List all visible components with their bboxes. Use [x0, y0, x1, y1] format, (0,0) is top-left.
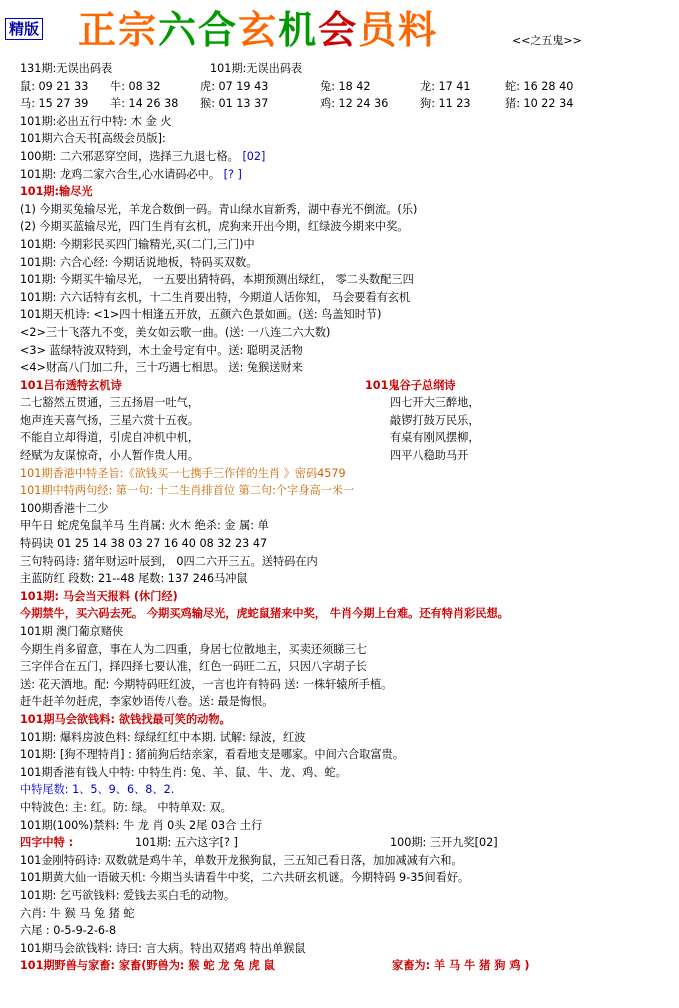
text-line	[20, 729, 675, 747]
line-text: <4>财高八门加二升，三十巧遇七相思。 送: 兔猴送财来	[20, 361, 303, 375]
text-line	[20, 377, 675, 395]
line-middle: 101期: 五六这字[? ]	[135, 836, 238, 850]
line-text: <3> 蓝绿特波双特到，木土金号定有中。送: 聪明灵活物	[20, 343, 303, 357]
line-left: 四字中特 :	[20, 836, 74, 850]
line-right: 101鬼谷子总纲诗	[365, 378, 456, 392]
text-line	[20, 605, 675, 623]
text-line	[20, 940, 675, 958]
text-line	[20, 711, 675, 729]
line-text: 101期: 马会当天报料 (休门经)	[20, 589, 178, 603]
line-text: 甲午日 蛇虎兔鼠羊马 生肖属: 火木 绝杀: 金 属: 单	[20, 519, 269, 533]
text-line	[20, 500, 675, 518]
zodiac-cell: 狗: 11 23	[420, 97, 471, 111]
text-line	[20, 465, 675, 483]
zodiac-cell: 蛇: 16 28 40	[505, 79, 574, 93]
line-text: 主蓝防红 段数: 21--48 尾数: 137 246马冲鼠	[20, 572, 248, 586]
text-line	[20, 535, 675, 553]
text-line	[20, 588, 675, 606]
text-line	[20, 869, 675, 887]
text-line	[20, 306, 675, 324]
title-char: 合	[198, 7, 239, 52]
line-right: 敲锣打鼓万民乐，	[390, 413, 480, 427]
text-line	[20, 254, 675, 272]
line-text: 101金刚特码诗: 双数就是鸡牛羊，单数开龙猴狗鼠，三五知己看日落，加加减减有六和。	[20, 853, 463, 867]
line-left: 经赋为友谋惊奇，小人暂作贵人用。	[20, 449, 200, 463]
line-text: 101期香港有钱人中特: 中特生肖: 兔、羊、鼠、牛、龙、鸡、蛇。	[20, 765, 347, 779]
zodiac-cell: 羊: 14 26 38	[110, 97, 179, 111]
title-char: 员	[358, 7, 399, 52]
line-text: 101期(100%)禁料: 牛 龙 肖 0头 2尾 03合 土行	[20, 818, 263, 832]
text-line	[20, 799, 675, 817]
line-text: 六尾 : 0-5-9-2-6-8	[20, 924, 117, 938]
text-line	[20, 236, 675, 254]
line-text: 101期:输尽光	[20, 185, 93, 199]
text-line	[20, 887, 675, 905]
line-left: 101期野兽与家畜: 家畜(野兽为: 猴 蛇 龙 兔 虎 鼠	[20, 959, 275, 973]
text-line	[20, 852, 675, 870]
line-text: 赶牛赶羊勿赶虎，李家妙语传八卷。送: 最是悔恨。	[20, 695, 274, 709]
line-text: 101期: 爆料房波色料: 绿绿红红中本期. 试解: 绿波，红波	[20, 730, 306, 744]
line-text: 100期: 二六邪恶穿空间，选择三九退七格。	[20, 149, 243, 163]
title-char: 机	[278, 7, 319, 52]
title-char: 六	[158, 7, 199, 52]
line-text: 中特波色: 主: 红。防: 绿。 中特单双: 双。	[20, 800, 232, 814]
line-text: 101期: 龙鸡二家六合生,心水请码必中。	[20, 167, 224, 181]
text-line	[20, 130, 675, 148]
line-text: (1) 今期买兔输尽光，羊龙合数倒一码。青山绿水盲新秀，湖中春光不倒流。(乐)	[20, 202, 418, 216]
text-line	[20, 553, 675, 571]
article-body	[20, 60, 675, 975]
text-line	[20, 658, 675, 676]
zodiac-cell: 猪: 10 22 34	[505, 97, 574, 111]
line-right: 101期:无误出码表	[210, 62, 303, 75]
text-line	[20, 623, 675, 641]
page-header	[0, 0, 679, 60]
line-right: 家畜为: 羊 马 牛 猪 狗 鸡 )	[392, 959, 530, 973]
author-signature: <<之五鬼>>	[512, 34, 582, 47]
text-line	[20, 113, 675, 131]
title-char: 宗	[118, 7, 159, 52]
line-text: 101期: [狗不理特肖] : 猪前狗后结亲家，看看地支是哪家。中间六合取富贵。	[20, 748, 404, 762]
text-line	[20, 218, 675, 236]
zodiac-cell: 猴: 01 13 37	[200, 97, 269, 111]
line-text: 101期:必出五行中特: 木 金 火	[20, 114, 172, 128]
text-line	[20, 817, 675, 835]
line-text: 100期香港十二少	[20, 501, 109, 515]
line-left: 131期:无误出码表	[20, 62, 113, 75]
line-text: 101期: 今期买牛输尽光， 一五要出猜特码，本期预测出绿红， 零二头数配三四	[20, 273, 414, 287]
text-line	[20, 289, 675, 307]
text-line	[20, 148, 675, 166]
text-line	[20, 412, 675, 430]
text-line	[20, 60, 675, 78]
line-right: 有桌有刚风摆柳，	[390, 431, 480, 445]
line-text: 101期中特两句经: 第一句: 十二生肖排首位 第二句:个字身高一米一	[20, 484, 355, 498]
line-text: 101期 澳门葡京赌侠	[20, 625, 124, 638]
zodiac-cell: 鸡: 12 24 36	[320, 97, 389, 111]
text-line	[20, 342, 675, 360]
zodiac-cell: 牛: 08 32	[110, 79, 161, 93]
zodiac-cell: 马: 15 27 39	[20, 97, 89, 111]
line-text: 101期马会欲钱料: 诗曰: 言大病。特出双猪鸡 特出单猴鼠	[20, 941, 306, 955]
line-left: 101吕布透特玄机诗	[20, 378, 122, 392]
line-text: 三句特码诗: 猪年财运叶辰到， 0四二六开三五。送特码在内	[20, 554, 318, 568]
text-line	[20, 78, 675, 96]
text-line	[20, 676, 675, 694]
line-text: 101期香港中特圣旨:《欲钱买一七携手三作伴的生肖 》密码4579	[20, 466, 346, 480]
text-line	[20, 834, 675, 852]
text-line	[20, 693, 675, 711]
line-right: 四平八稳助马开	[390, 449, 469, 463]
line-right: 四七开大三醉地，	[390, 396, 480, 410]
zodiac-cell: 龙: 17 41	[420, 79, 471, 93]
text-line	[20, 482, 675, 500]
line-text: 101期: 乞丐欲钱料: 爱钱去买白毛的动物。	[20, 888, 236, 902]
line-left: 炮声连天喜气扬，三星六赏十五夜。	[20, 413, 200, 427]
text-line	[20, 324, 675, 342]
text-line	[20, 922, 675, 940]
text-line	[20, 201, 675, 219]
text-line	[20, 781, 675, 799]
line-left: 不能自立却得道，引虎自冲机中机，	[20, 431, 200, 445]
text-line	[20, 517, 675, 535]
line-right: 100期: 三开九奖[02]	[390, 836, 498, 850]
text-line	[20, 271, 675, 289]
text-line	[20, 166, 675, 184]
text-line	[20, 183, 675, 201]
title-char: 料	[398, 7, 439, 52]
text-line	[20, 95, 675, 113]
text-line	[20, 641, 675, 659]
text-line	[20, 957, 675, 975]
line-tail: [02]	[242, 149, 266, 163]
line-text: 三字伴合在五门，择四择七要认准，红色一码旺二五，只因八字胡子长	[20, 660, 367, 674]
text-line	[20, 394, 675, 412]
line-text: 101期六合天书[高级会员版]:	[20, 132, 166, 146]
line-text: 今期禁牛，买六码去死。 今期买鸡输尽光，虎蛇鼠猪来中奖， 牛肖今期上台难。还有特肖彩民想。	[20, 607, 509, 621]
text-line	[20, 764, 675, 782]
line-text: 101期: 六六话特有玄机，十二生肖要出特，今期道人话你知， 马会要看有玄机	[20, 290, 411, 304]
title-char: 会	[318, 7, 359, 52]
line-text: 101期黄大仙一语破天机: 今期当头请看牛中奖，二六共研玄机谜。今期特码 9-35间看好。	[20, 871, 470, 885]
line-text: 特码诀 01 25 14 38 03 27 16 40 08 32 23 47	[20, 537, 268, 551]
version-badge: 精版	[5, 18, 43, 40]
line-text: 今期生肖多留意，事在人为二四重，身居七位散地主，买卖还须睇三七	[20, 642, 367, 656]
zodiac-cell: 虎: 07 19 43	[200, 79, 269, 93]
line-text: 101期: 今期彩民买四门输精光,买(二门,三门)中	[20, 237, 255, 251]
text-line	[20, 447, 675, 465]
text-line	[20, 746, 675, 764]
line-tail: [? ]	[223, 167, 242, 181]
line-left: 二七豁然五贯通，三五扬眉一吐气，	[20, 396, 200, 410]
text-line	[20, 905, 675, 923]
text-line	[20, 359, 675, 377]
line-text: <2>三十飞落九不变，美女如云歌一曲。(送: 一八连二六大数)	[20, 325, 331, 339]
text-line	[20, 429, 675, 447]
line-text: 六肖: 牛 猴 马 兔 猪 蛇	[20, 906, 135, 920]
line-text: (2) 今期买蓝输尽光，四门生肖有玄机，虎狗来开出今期，红绿波今期来中奖。	[20, 220, 409, 234]
text-line	[20, 570, 675, 588]
line-text: 101期天机诗: <1>四十相逢五开放，五颜六色景如画。(送: 鸟盖知时节)	[20, 308, 382, 322]
zodiac-cell: 兔: 18 42	[320, 79, 371, 93]
line-text: 中特尾数: 1、5、9、6、8、2.	[20, 783, 175, 797]
zodiac-cell: 鼠: 09 21 33	[20, 79, 89, 93]
line-text: 101期马会欲钱料: 欲钱找最可笑的动物。	[20, 712, 231, 726]
title-char: 正	[78, 7, 119, 52]
page-title	[78, 0, 438, 60]
line-text: 送: 花天酒地。配: 今期特码旺红波，一言也许有特码 送: 一株轩辕所手植。	[20, 677, 393, 691]
line-text: 101期: 六合心经: 今期话说地板，特码买双数。	[20, 255, 258, 269]
title-char: 玄	[238, 7, 279, 52]
